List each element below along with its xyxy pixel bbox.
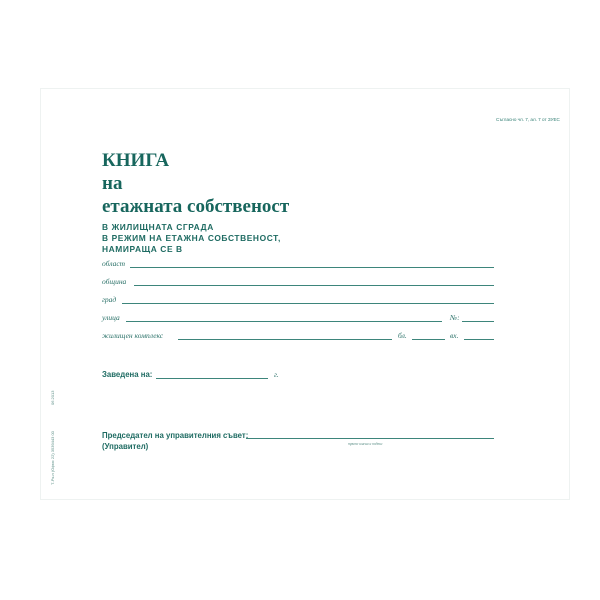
ulitsa-label: улица — [102, 313, 120, 322]
subtitle-line-3: НАМИРАЩА СЕ В — [102, 244, 183, 254]
established-label: Заведена на: — [102, 370, 153, 379]
number-label: №: — [450, 313, 460, 322]
title-line-1: КНИГА — [102, 150, 170, 171]
complex-label: жилищен комплекс — [102, 331, 164, 340]
entrance-label: вх. — [450, 331, 459, 340]
grad-field[interactable] — [122, 303, 494, 304]
entrance-field[interactable] — [464, 339, 494, 340]
print-code: Т-Рк-п (Офис 22) 3539443 00 — [50, 431, 55, 485]
grad-label: град — [102, 295, 117, 304]
title-line-3: етажната собственост — [102, 196, 290, 217]
complex-field[interactable] — [178, 339, 392, 340]
chairman-label: Председател на управителния съвет: — [102, 431, 249, 440]
block-field[interactable] — [412, 339, 445, 340]
year-suffix: г. — [274, 370, 279, 379]
oblast-label: област — [102, 259, 126, 268]
subtitle-line-2: В РЕЖИМ НА ЕТАЖНА СОБСТВЕНОСТ, — [102, 233, 281, 243]
print-year: 06.2013 — [50, 390, 55, 405]
established-date-field[interactable] — [156, 378, 268, 379]
obshtina-field[interactable] — [134, 285, 494, 286]
title-line-2: на — [102, 173, 123, 194]
block-label: бл. — [398, 331, 407, 340]
subtitle — [102, 222, 281, 255]
signature-hint: трите имена и подпис — [348, 442, 383, 446]
subtitle-line-1: В ЖИЛИЩНАТА СГРАДА — [102, 222, 214, 232]
regulation-reference: Съгласно чл. 7, ал. 7 от ЗУЕС — [496, 117, 560, 122]
ulitsa-field[interactable] — [126, 321, 442, 322]
manager-label: (Управител) — [102, 442, 149, 451]
chairman-signature-field[interactable] — [246, 438, 494, 439]
obshtina-label: община — [102, 277, 127, 286]
oblast-field[interactable] — [130, 267, 494, 268]
number-field[interactable] — [462, 321, 494, 322]
